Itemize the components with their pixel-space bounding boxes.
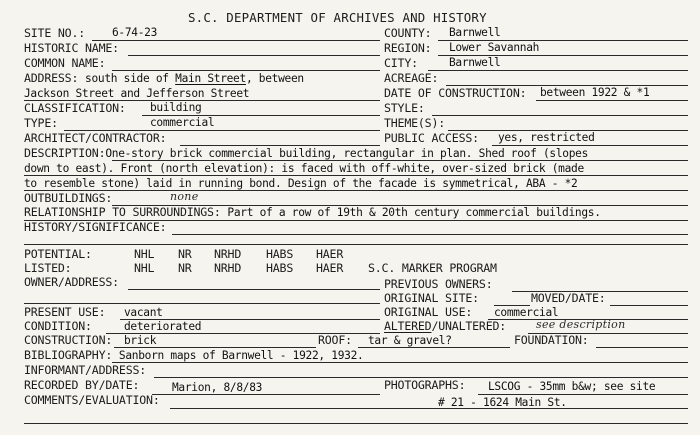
potential-nr: NR — [178, 247, 192, 261]
style-label: STYLE: — [384, 101, 425, 115]
historic-name-line — [128, 55, 380, 56]
description-line-2: down to east). Front (north elevation): is faced with off-white, over-sized brick (made — [24, 162, 584, 175]
comments-line-2 — [24, 423, 688, 424]
recorded-label: RECORDED BY/DATE: — [24, 378, 140, 392]
date-construction-value: between 1922 & *1 — [540, 86, 650, 99]
bibliography-label: BIBLIOGRAPHY: Sanborn maps of Barnwell - 1922, 1932. — [24, 348, 364, 362]
potential-nrhd: NRHD — [214, 247, 242, 261]
form-header: S.C. DEPARTMENT OF ARCHIVES AND HISTORY — [188, 10, 487, 25]
potential-label: POTENTIAL: — [24, 247, 92, 261]
present-use-value: vacant — [124, 306, 163, 319]
classification-label: CLASSIFICATION: — [24, 101, 126, 115]
photographs-label: PHOTOGRAPHS: — [384, 378, 466, 392]
address-label: ADDRESS: south side of Main Street, between — [24, 71, 304, 85]
photographs-line — [478, 394, 688, 395]
description-rule-2 — [24, 175, 688, 176]
outbuildings-value: none — [170, 190, 199, 203]
region-label: REGION: — [384, 41, 432, 55]
description-rule-3 — [24, 190, 688, 191]
potential-haer: HAER — [316, 247, 344, 261]
relationship-value: Part of a row of 19th & 20th century commercial buildings. — [227, 206, 601, 219]
potential-nhl: NHL — [134, 247, 155, 261]
roof-value: tar & gravel? — [368, 334, 452, 347]
history-line — [172, 234, 688, 235]
acreage-label: ACREAGE: — [384, 71, 439, 85]
city-value: Barnwell — [449, 56, 501, 69]
historic-name-label: HISTORIC NAME: — [24, 41, 119, 55]
foundation-label: FOUNDATION: — [514, 333, 589, 347]
type-label: TYPE: — [24, 116, 58, 130]
roof-line — [358, 347, 510, 348]
altered-label: ALTERED/UNALTERED: — [384, 319, 507, 333]
construction-line — [114, 347, 316, 348]
architect-label: ARCHITECT/CONTRACTOR: — [24, 131, 167, 145]
public-access-value: yes, restricted — [498, 131, 595, 144]
history-label: HISTORY/SIGNIFICANCE: — [24, 220, 167, 234]
public-access-label: PUBLIC ACCESS: — [384, 131, 479, 145]
marker-program: S.C. MARKER PROGRAM — [368, 261, 497, 275]
common-name-line — [112, 70, 380, 71]
description-line-3: to resemble stone) laid in running bond. Design of the facade is symmetrical, ABA - *2 — [24, 177, 578, 190]
listed-nr: NR — [178, 261, 192, 275]
present-use-label: PRESENT USE: — [24, 305, 106, 319]
moved-date-label: MOVED/DATE: — [531, 291, 606, 305]
moved-date-line — [610, 305, 688, 306]
history-line-2 — [24, 244, 688, 245]
style-line — [432, 115, 688, 116]
themes-label: THEME(S): — [384, 116, 446, 130]
city-line — [428, 70, 688, 71]
outbuildings-label: OUTBUILDINGS: — [24, 191, 113, 205]
public-access-line — [492, 145, 688, 146]
owner-address-label: OWNER/ADDRESS: — [24, 275, 119, 289]
site-no-value: 6-74-23 — [112, 26, 158, 39]
bibliography-value: Sanborn maps of Barnwell - 1922, 1932. — [118, 349, 364, 362]
roof-label: ROOF: — [318, 333, 352, 347]
construction-value: brick — [124, 334, 157, 347]
county-label: COUNTY: — [384, 26, 432, 40]
architect-line — [180, 145, 380, 146]
condition-value: deteriorated — [124, 320, 202, 333]
owner-address-line-2 — [24, 303, 380, 304]
comments-line — [170, 408, 688, 409]
altered-value: see description — [536, 318, 626, 331]
potential-habs: HABS — [266, 247, 294, 261]
relationship-label: RELATIONSHIP TO SURROUNDINGS: Part of a row of 19th & 20th century commercial buildings. — [24, 205, 601, 219]
comments-label: COMMENTS/EVALUATION: — [24, 393, 160, 407]
photographs-value: LSCOG - 35mm b&w; see site — [488, 380, 656, 393]
listed-nrhd: NRHD — [214, 261, 242, 275]
address-street: Main Street — [175, 72, 246, 85]
recorded-line — [152, 394, 380, 395]
common-name-label: COMMON NAME: — [24, 56, 106, 70]
listed-haer: HAER — [316, 261, 344, 275]
recorded-value: Marion, 8/8/83 — [172, 381, 263, 394]
city-label: CITY: — [384, 56, 418, 70]
owner-address-line — [128, 289, 380, 290]
date-construction-line — [536, 100, 688, 101]
date-construction-label: DATE OF CONSTRUCTION: — [384, 86, 527, 100]
construction-label: CONSTRUCTION: — [24, 333, 113, 347]
foundation-line — [596, 347, 688, 348]
site-no-line — [92, 40, 380, 41]
listed-label: LISTED: — [24, 261, 72, 275]
bibliography-line — [112, 362, 688, 363]
original-use-value: commercial — [494, 306, 559, 319]
condition-label: CONDITION: — [24, 319, 92, 333]
photographs-line-2: # 21 - 1624 Main St. — [438, 396, 567, 409]
original-site-label: ORIGINAL SITE: — [384, 291, 479, 305]
listed-nhl: NHL — [134, 261, 155, 275]
description-line-1: One-story brick commercial building, rectangular in plan. Shed roof (slopes — [105, 147, 589, 160]
listed-habs: HABS — [266, 261, 294, 275]
region-value: Lower Savannah — [449, 41, 540, 54]
county-value: Barnwell — [449, 26, 501, 39]
previous-owners-label: PREVIOUS OWNERS: — [384, 277, 493, 291]
address-value: south side of Main Street, between — [85, 72, 304, 85]
address-line-2: Jackson Street and Jefferson Street — [24, 87, 250, 100]
site-no-label: SITE NO.: — [24, 26, 86, 40]
original-use-label: ORIGINAL USE: — [384, 305, 473, 319]
classification-value: building — [150, 101, 202, 114]
altered-underlined: ALTERED — [384, 319, 432, 333]
informant-label: INFORMANT/ADDRESS: — [24, 363, 147, 377]
description-rule-1 — [112, 160, 688, 161]
type-value: commercial — [150, 116, 215, 129]
description-label: DESCRIPTION:One-story brick commercial building, rectangular in plan. Shed roof (slopes — [24, 146, 589, 160]
